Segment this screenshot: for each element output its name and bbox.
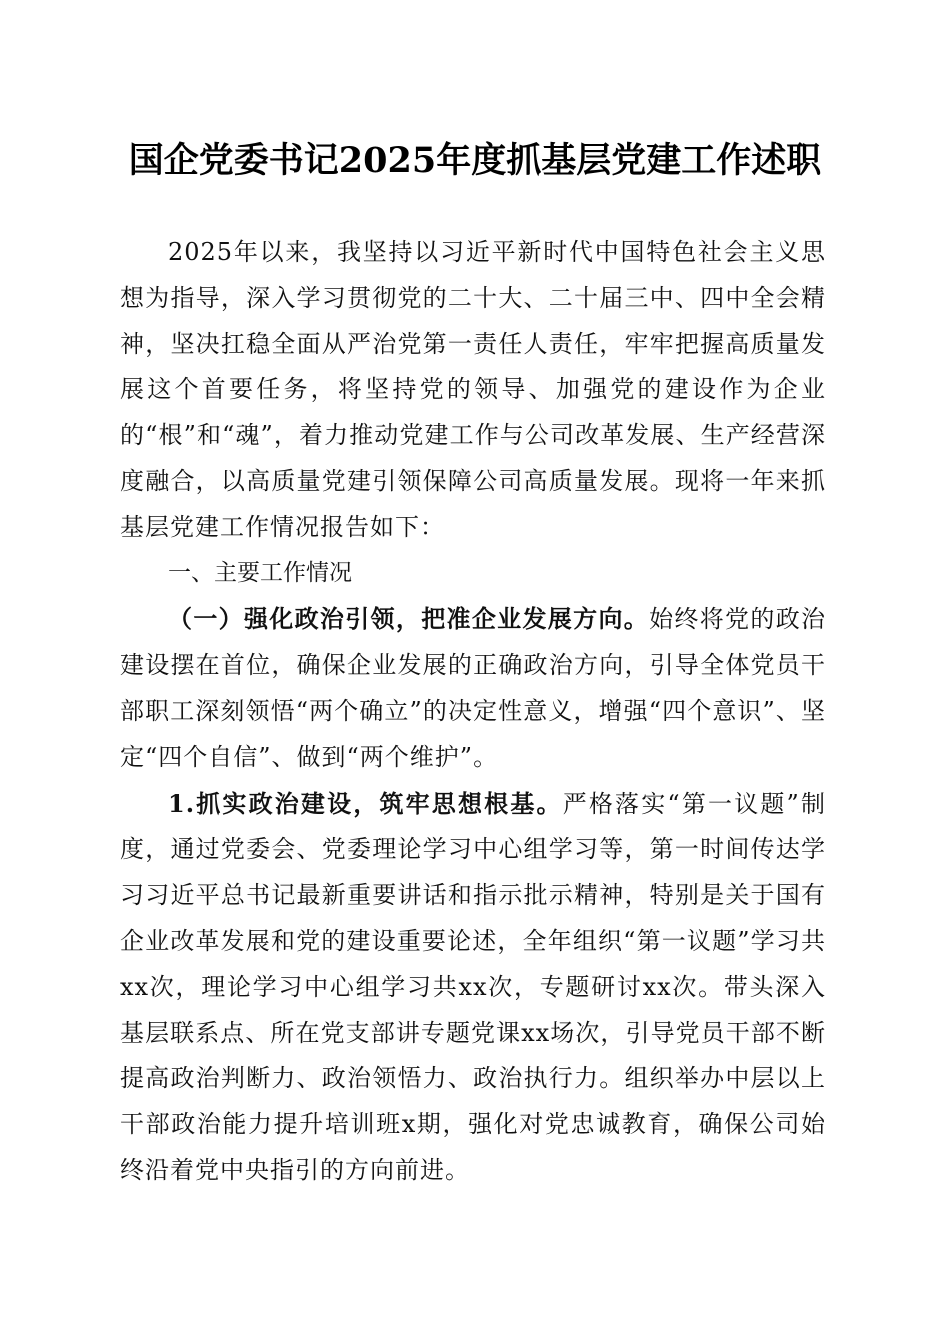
- intro-paragraph: 2025年以来，我坚持以习近平新时代中国特色社会主义思想为指导，深入学习贯彻党的二十大、二十届三中、四中全会精神，坚决扛稳全面从严治党第一责任人责任，牢牢把握高质量发展这个首要任务，将坚持党的领导、加强党的建设作为企业的“根”和“魂”，着力推动党建工作与公司改革发展、生产经营深度融合，以高质量党建引领保障公司高质量发展。现将一年来抓基层党建工作情况报告如下：: [120, 238, 826, 541]
- subsection-body: 始终将党的政治建设摆在首位，确保企业发展的正确政治方向，引导全体党员干部职工深刻领悟“两个确立”的决定性意义，增强“四个意识”、坚定“四个自信”、做到“两个维护”。: [120, 605, 827, 771]
- section-heading: 一、主要工作情况: [168, 559, 352, 586]
- item-paragraph: [120, 781, 826, 1194]
- item-body: 严格落实“第一议题”制度，通过党委会、党委理论学习中心组学习等，第一时间传达学习习近平总书记最新重要讲话和指示批示精神，特别是关于国有企业改革发展和党的建设重要论述，全年组织“第一议题”学习共xx次，理论学习中心组学习共xx次，专题研讨xx次。带头深入基层联系点、所在党支部讲专题党课xx场次，引导党员干部不断提高政治判断力、政治领悟力、政治执行力。组织举办中层以上干部政治能力提升培训班x期，强化对党忠诚教育，确保公司始终沿着党中央指引的方向前进。: [120, 789, 826, 1184]
- item-lead: 1.抓实政治建设，筑牢思想根基。: [168, 788, 563, 818]
- subsection-lead: （一）强化政治引领，把准企业发展方向。: [168, 604, 650, 634]
- document-body: [120, 230, 826, 1194]
- subsection-paragraph: [120, 596, 826, 780]
- document-title: 国企党委书记2025年度抓基层党建工作述职: [128, 140, 822, 181]
